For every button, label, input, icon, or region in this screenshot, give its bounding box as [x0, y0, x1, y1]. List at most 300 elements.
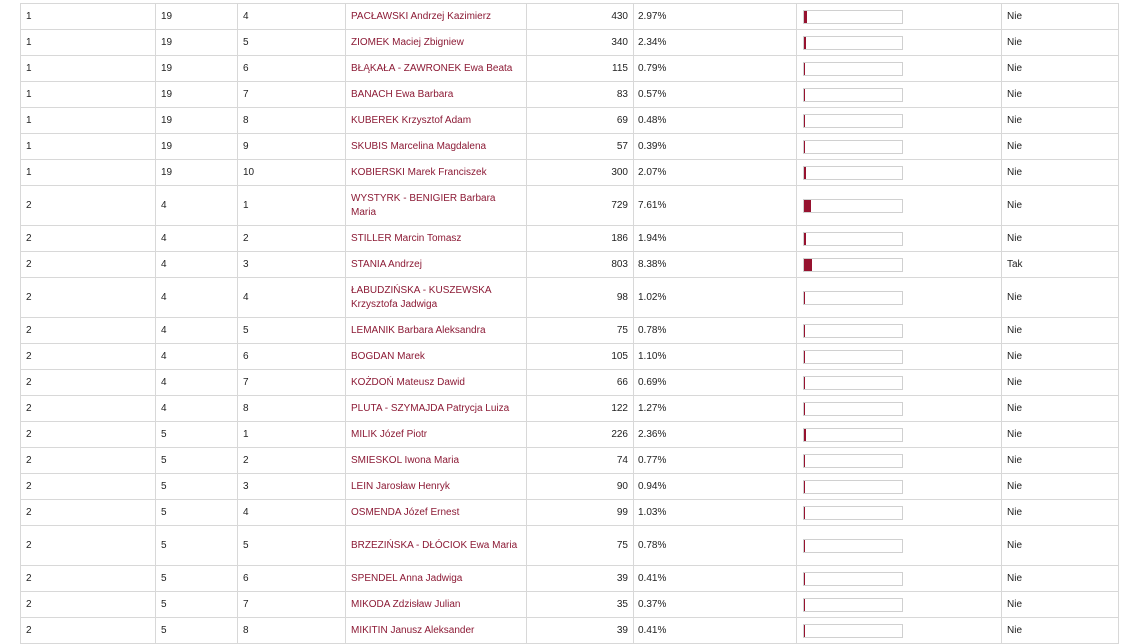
district-cell: [21, 448, 156, 474]
candidate-cell: [346, 4, 527, 30]
elected-status: Nie: [1007, 480, 1023, 492]
candidate-cell: [346, 56, 527, 82]
vote-share-bar-fill: [804, 625, 805, 637]
list-number: 5: [161, 480, 167, 492]
vote-share-bar: [803, 140, 903, 154]
elected-status: Nie: [1007, 199, 1023, 211]
table-row: [21, 526, 1119, 566]
percent-cell: [634, 160, 797, 186]
percent-cell: [634, 422, 797, 448]
position-cell: [238, 344, 346, 370]
elected-status: Nie: [1007, 598, 1023, 610]
votes-cell: [527, 318, 634, 344]
elected-cell: [1002, 56, 1119, 82]
list-cell: [156, 526, 238, 566]
vote-percent: 8.38%: [638, 258, 667, 270]
vote-share-bar: [803, 572, 903, 586]
votes-cell: [527, 186, 634, 226]
candidate-link[interactable]: PLUTA - SZYMAJDA Patrycja Luiza: [351, 402, 510, 414]
district-cell: [21, 186, 156, 226]
candidate-cell: [346, 526, 527, 566]
votes-count: 803: [611, 258, 628, 270]
district-number: 2: [26, 539, 32, 551]
district-cell: [21, 592, 156, 618]
district-number: 2: [26, 454, 32, 466]
elected-cell: [1002, 108, 1119, 134]
votes-count: 57: [616, 140, 628, 152]
vote-percent: 1.27%: [638, 402, 667, 414]
elected-cell: [1002, 226, 1119, 252]
list-cell: [156, 56, 238, 82]
vote-share-bar: [803, 114, 903, 128]
votes-cell: [527, 160, 634, 186]
votes-cell: [527, 252, 634, 278]
elected-status: Tak: [1007, 258, 1023, 270]
vote-share-bar-fill: [804, 455, 805, 467]
percent-cell: [634, 500, 797, 526]
votes-count: 98: [616, 291, 628, 303]
candidate-link[interactable]: SKUBIS Marcelina Magdalena: [351, 140, 487, 152]
position-cell: [238, 422, 346, 448]
list-number: 5: [161, 539, 167, 551]
bar-cell: [797, 422, 1002, 448]
table-row: [21, 160, 1119, 186]
candidate-cell: [346, 160, 527, 186]
bar-cell: [797, 474, 1002, 500]
elected-status: Nie: [1007, 506, 1023, 518]
results-table: [20, 3, 1119, 644]
table-row: [21, 56, 1119, 82]
position-cell: [238, 592, 346, 618]
candidate-link[interactable]: LEMANIK Barbara Aleksandra: [351, 324, 486, 336]
votes-count: 66: [616, 376, 628, 388]
votes-count: 74: [616, 454, 628, 466]
list-cell: [156, 500, 238, 526]
position-cell: [238, 56, 346, 82]
elected-cell: [1002, 134, 1119, 160]
district-cell: [21, 82, 156, 108]
votes-count: 186: [611, 232, 628, 244]
position-cell: [238, 500, 346, 526]
bar-cell: [797, 500, 1002, 526]
district-cell: [21, 56, 156, 82]
vote-share-bar-fill: [804, 115, 805, 127]
candidate-link[interactable]: MIKITIN Janusz Aleksander: [351, 624, 475, 636]
vote-share-bar: [803, 324, 903, 338]
position-cell: [238, 160, 346, 186]
district-cell: [21, 474, 156, 500]
district-number: 2: [26, 350, 32, 362]
table-row: [21, 500, 1119, 526]
position-cell: [238, 448, 346, 474]
vote-percent: 0.78%: [638, 539, 667, 551]
elected-status: Nie: [1007, 376, 1023, 388]
percent-cell: [634, 526, 797, 566]
district-number: 1: [26, 166, 32, 178]
list-number: 19: [161, 166, 173, 178]
vote-share-bar-fill: [804, 599, 805, 611]
vote-share-bar-fill: [804, 377, 805, 389]
candidate-cell: [346, 134, 527, 160]
district-number: 2: [26, 624, 32, 636]
votes-count: 226: [611, 428, 628, 440]
votes-cell: [527, 108, 634, 134]
district-cell: [21, 526, 156, 566]
list-number: 19: [161, 10, 173, 22]
vote-percent: 0.41%: [638, 572, 667, 584]
vote-share-bar: [803, 291, 903, 305]
position-number: 8: [243, 114, 249, 126]
vote-percent: 0.57%: [638, 88, 667, 100]
candidate-cell: [346, 108, 527, 134]
list-cell: [156, 226, 238, 252]
percent-cell: [634, 618, 797, 644]
district-cell: [21, 278, 156, 318]
candidate-link[interactable]: BOGDAN Marek: [351, 350, 425, 362]
district-number: 1: [26, 140, 32, 152]
candidate-link[interactable]: SMIESKOL Iwona Maria: [351, 454, 460, 466]
candidate-link[interactable]: LEIN Jarosław Henryk: [351, 480, 450, 492]
vote-percent: 0.79%: [638, 62, 667, 74]
vote-share-bar: [803, 199, 903, 213]
elected-cell: [1002, 82, 1119, 108]
elected-cell: [1002, 448, 1119, 474]
candidate-cell: [346, 278, 527, 318]
bar-cell: [797, 186, 1002, 226]
votes-cell: [527, 370, 634, 396]
table-row: [21, 618, 1119, 644]
elected-cell: [1002, 566, 1119, 592]
percent-cell: [634, 30, 797, 56]
bar-cell: [797, 108, 1002, 134]
candidate-link[interactable]: STANIA Andrzej: [351, 258, 422, 270]
bar-cell: [797, 30, 1002, 56]
vote-share-bar-fill: [804, 481, 805, 493]
bar-cell: [797, 592, 1002, 618]
table-row: [21, 344, 1119, 370]
list-cell: [156, 370, 238, 396]
table-row: [21, 566, 1119, 592]
vote-percent: 2.34%: [638, 36, 667, 48]
district-number: 2: [26, 428, 32, 440]
percent-cell: [634, 448, 797, 474]
position-cell: [238, 82, 346, 108]
list-cell: [156, 474, 238, 500]
elected-status: Nie: [1007, 324, 1023, 336]
votes-cell: [527, 474, 634, 500]
district-number: 1: [26, 36, 32, 48]
vote-percent: 1.03%: [638, 506, 667, 518]
candidate-link[interactable]: KUBEREK Krzysztof Adam: [351, 114, 472, 126]
votes-cell: [527, 422, 634, 448]
list-cell: [156, 396, 238, 422]
candidate-cell: [346, 226, 527, 252]
position-number: 4: [243, 506, 249, 518]
position-cell: [238, 252, 346, 278]
district-number: 2: [26, 480, 32, 492]
votes-count: 83: [616, 88, 628, 100]
position-number: 5: [243, 539, 249, 551]
candidate-link[interactable]: SPENDEL Anna Jadwiga: [351, 572, 463, 584]
position-cell: [238, 474, 346, 500]
vote-share-bar-fill: [804, 259, 812, 271]
votes-cell: [527, 592, 634, 618]
bar-cell: [797, 566, 1002, 592]
percent-cell: [634, 278, 797, 318]
position-number: 8: [243, 402, 249, 414]
votes-cell: [527, 526, 634, 566]
list-cell: [156, 618, 238, 644]
vote-share-bar-fill: [804, 63, 805, 75]
list-number: 4: [161, 291, 167, 303]
district-number: 2: [26, 598, 32, 610]
elected-status: Nie: [1007, 539, 1023, 551]
percent-cell: [634, 566, 797, 592]
list-number: 5: [161, 624, 167, 636]
votes-cell: [527, 618, 634, 644]
votes-cell: [527, 278, 634, 318]
table-row: [21, 186, 1119, 226]
votes-cell: [527, 30, 634, 56]
votes-cell: [527, 500, 634, 526]
vote-share-bar-fill: [804, 429, 806, 441]
candidate-cell: [346, 500, 527, 526]
percent-cell: [634, 396, 797, 422]
bar-cell: [797, 448, 1002, 474]
district-cell: [21, 422, 156, 448]
votes-cell: [527, 56, 634, 82]
district-number: 1: [26, 88, 32, 100]
position-cell: [238, 30, 346, 56]
vote-share-bar: [803, 350, 903, 364]
vote-share-bar: [803, 454, 903, 468]
elected-status: Nie: [1007, 291, 1023, 303]
candidate-cell: [346, 252, 527, 278]
list-number: 4: [161, 402, 167, 414]
elected-status: Nie: [1007, 454, 1023, 466]
votes-count: 115: [612, 62, 628, 74]
district-number: 2: [26, 376, 32, 388]
elected-cell: [1002, 4, 1119, 30]
district-number: 1: [26, 62, 32, 74]
candidate-cell: [346, 396, 527, 422]
vote-share-bar-fill: [804, 540, 805, 552]
position-number: 5: [243, 324, 249, 336]
candidate-link[interactable]: WYSTYRK - BENIGIER Barbara Maria: [351, 192, 496, 218]
candidate-cell: [346, 30, 527, 56]
district-cell: [21, 252, 156, 278]
vote-share-bar: [803, 506, 903, 520]
table-row: [21, 134, 1119, 160]
position-number: 6: [243, 62, 249, 74]
vote-share-bar: [803, 62, 903, 76]
elected-status: Nie: [1007, 10, 1023, 22]
candidate-cell: [346, 344, 527, 370]
candidate-link[interactable]: PACŁAWSKI Andrzej Kazimierz: [351, 10, 492, 22]
vote-percent: 1.02%: [638, 291, 667, 303]
position-number: 3: [243, 258, 249, 270]
results-body: [21, 4, 1119, 644]
vote-percent: 7.61%: [638, 199, 667, 211]
votes-count: 75: [616, 324, 628, 336]
bar-cell: [797, 56, 1002, 82]
list-cell: [156, 422, 238, 448]
votes-cell: [527, 134, 634, 160]
list-number: 19: [161, 62, 173, 74]
district-number: 1: [26, 10, 32, 22]
elected-cell: [1002, 186, 1119, 226]
elected-status: Nie: [1007, 36, 1023, 48]
district-cell: [21, 108, 156, 134]
list-number: 5: [161, 428, 167, 440]
votes-count: 39: [616, 572, 628, 584]
elected-cell: [1002, 160, 1119, 186]
elected-status: Nie: [1007, 114, 1023, 126]
candidate-link[interactable]: BŁĄKAŁA - ZAWRONEK Ewa Beata: [351, 62, 513, 74]
district-number: 2: [26, 199, 32, 211]
vote-percent: 2.36%: [638, 428, 667, 440]
percent-cell: [634, 252, 797, 278]
votes-count: 35: [616, 598, 628, 610]
candidate-link[interactable]: OSMENDA Józef Ernest: [351, 506, 460, 518]
bar-cell: [797, 370, 1002, 396]
vote-share-bar-fill: [804, 292, 805, 304]
table-row: [21, 226, 1119, 252]
votes-count: 430: [611, 10, 628, 22]
votes-cell: [527, 448, 634, 474]
candidate-link[interactable]: STILLER Marcin Tomasz: [351, 232, 462, 244]
percent-cell: [634, 4, 797, 30]
votes-count: 39: [616, 624, 628, 636]
elected-status: Nie: [1007, 428, 1023, 440]
elected-status: Nie: [1007, 350, 1023, 362]
district-number: 2: [26, 232, 32, 244]
elected-status: Nie: [1007, 88, 1023, 100]
list-cell: [156, 30, 238, 56]
candidate-link[interactable]: KOŻDOŃ Mateusz Dawid: [351, 376, 465, 388]
votes-cell: [527, 4, 634, 30]
district-cell: [21, 318, 156, 344]
position-cell: [238, 566, 346, 592]
list-number: 4: [161, 350, 167, 362]
percent-cell: [634, 134, 797, 160]
vote-percent: 2.07%: [638, 166, 667, 178]
list-cell: [156, 108, 238, 134]
table-row: [21, 448, 1119, 474]
vote-share-bar: [803, 480, 903, 494]
bar-cell: [797, 160, 1002, 186]
candidate-link[interactable]: ŁABUDZIŃSKA - KUSZEWSKA Krzysztofa Jadwiga: [351, 284, 492, 310]
votes-count: 99: [616, 506, 628, 518]
district-cell: [21, 4, 156, 30]
elected-cell: [1002, 30, 1119, 56]
candidate-link[interactable]: MIKODA Zdzisław Julian: [351, 598, 461, 610]
bar-cell: [797, 344, 1002, 370]
votes-count: 90: [616, 480, 628, 492]
district-cell: [21, 370, 156, 396]
vote-share-bar-fill: [804, 11, 807, 23]
candidate-link[interactable]: BRZEZIŃSKA - DŁÓCIOK Ewa Maria: [351, 539, 518, 551]
district-cell: [21, 160, 156, 186]
list-cell: [156, 318, 238, 344]
elected-cell: [1002, 318, 1119, 344]
candidate-link[interactable]: MILIK Józef Piotr: [351, 428, 428, 440]
district-number: 2: [26, 506, 32, 518]
district-cell: [21, 30, 156, 56]
position-number: 6: [243, 572, 249, 584]
vote-share-bar: [803, 232, 903, 246]
district-cell: [21, 396, 156, 422]
vote-share-bar: [803, 539, 903, 553]
percent-cell: [634, 592, 797, 618]
vote-percent: 0.39%: [638, 140, 667, 152]
bar-cell: [797, 4, 1002, 30]
position-cell: [238, 226, 346, 252]
candidate-link[interactable]: ZIOMEK Maciej Zbigniew: [351, 36, 464, 48]
vote-share-bar: [803, 166, 903, 180]
table-row: [21, 4, 1119, 30]
votes-count: 300: [611, 166, 628, 178]
candidate-link[interactable]: BANACH Ewa Barbara: [351, 88, 454, 100]
position-number: 4: [243, 291, 249, 303]
candidate-cell: [346, 474, 527, 500]
table-row: [21, 108, 1119, 134]
position-number: 9: [243, 140, 249, 152]
district-cell: [21, 134, 156, 160]
position-cell: [238, 186, 346, 226]
candidate-link[interactable]: KOBIERSKI Marek Franciszek: [351, 166, 487, 178]
list-number: 5: [161, 506, 167, 518]
candidate-cell: [346, 566, 527, 592]
bar-cell: [797, 396, 1002, 422]
votes-cell: [527, 566, 634, 592]
position-number: 8: [243, 624, 249, 636]
elected-status: Nie: [1007, 572, 1023, 584]
district-cell: [21, 344, 156, 370]
vote-share-bar-fill: [804, 89, 805, 101]
vote-share-bar: [803, 36, 903, 50]
table-row: [21, 318, 1119, 344]
list-number: 5: [161, 454, 167, 466]
elected-cell: [1002, 396, 1119, 422]
list-number: 4: [161, 324, 167, 336]
elected-cell: [1002, 252, 1119, 278]
list-number: 19: [161, 114, 173, 126]
list-number: 19: [161, 36, 173, 48]
elected-status: Nie: [1007, 166, 1023, 178]
bar-cell: [797, 318, 1002, 344]
position-number: 10: [243, 166, 255, 178]
list-cell: [156, 252, 238, 278]
position-number: 5: [243, 36, 249, 48]
position-number: 2: [243, 232, 249, 244]
position-cell: [238, 278, 346, 318]
list-cell: [156, 566, 238, 592]
position-cell: [238, 370, 346, 396]
vote-share-bar-fill: [804, 403, 805, 415]
votes-cell: [527, 226, 634, 252]
position-cell: [238, 4, 346, 30]
vote-share-bar: [803, 376, 903, 390]
list-cell: [156, 134, 238, 160]
district-number: 2: [26, 258, 32, 270]
table-row: [21, 474, 1119, 500]
table-row: [21, 592, 1119, 618]
elected-cell: [1002, 278, 1119, 318]
list-number: 19: [161, 140, 173, 152]
votes-count: 122: [611, 402, 628, 414]
position-cell: [238, 618, 346, 644]
